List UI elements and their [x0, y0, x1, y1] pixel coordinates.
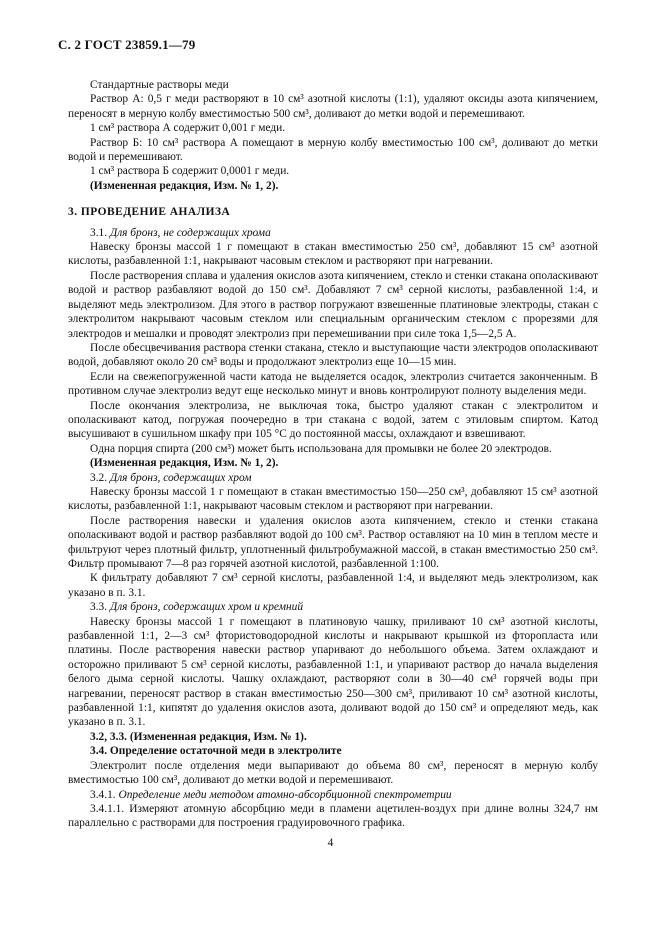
section-heading: 3. ПРОВЕДЕНИЕ АНАЛИЗА [68, 206, 231, 219]
subsection-number: 3.3. [90, 601, 108, 614]
paragraph: Раствор Б: 10 см³ раствора А помещают в мерную колбу вместимостью 100 см³, доливают до метки водой и перемешивают. [68, 136, 598, 164]
subsection-number: 3.2. [90, 471, 108, 484]
subsection-heading [68, 788, 598, 802]
subsection-title: Для бронз, не содержащих хрома [109, 226, 271, 239]
subsection-title: Для бронз, содержащих хром [109, 471, 252, 484]
page-header: С. 2 ГОСТ 23859.1—79 [58, 37, 196, 52]
subsection-heading [68, 226, 598, 240]
paragraph: Навеску бронзы массой 1 г помещают в стакан вместимостью 150—250 см³, добавляют 15 см³ азотной кислоты, разбавленной 1:1, накрывают часовым стеклом и растворяют при нагревании. [68, 485, 598, 513]
paragraph: Если на свежепогруженной части катода не выделяется осадок, электролиз считается законченным. В противном случае электролиз ведут еще несколько минут и вновь контролируют полноту выделения меди. [68, 370, 598, 398]
paragraph: Навеску бронзы массой 1 г помещают в платиновую чашку, приливают 10 см³ азотной кислоты, разбавленной 1:1, 2—3 см³ фтористоводородной кислоты и накрывают крышкой из фторопласта или платины. После растворения навески раствор упаривают до небольшого объема. Затем охлаждают и осторожно приливают 5 см³ серной кислоты, разбавленной 1:1, и упаривают раствор до начала выделения белого дыма серной кислоты. Чашку охлаждают, растворяют соли в 30—40 см³ горячей воды при нагревании, переносят раствор в стакан вместимостью 250—300 см³, приливают 10 см³ азотной кислоты, разбавленной 1:1, кипятят до удаления окислов азота, доливают водой до 150 см³ и определяют медь, как указано в п. 3.1. [68, 615, 598, 729]
paragraph: Раствор А: 0,5 г меди растворяют в 10 см³ азотной кислоты (1:1), удаляют оксиды азота кипячением, переносят в мерную колбу вместимостью 500 см³, доливают до метки водой и перемешивают. [68, 93, 598, 120]
subsection-number: 3.1. [90, 226, 108, 239]
paragraph: 3.4.1.1. Измеряют атомную абсорбцию меди в пламени ацетилен-воздух при длине волны 324,7 нм параллельно с растворами для построения градуировочного графика. [68, 802, 598, 830]
subsection-title: Для бронз, содержащих хром и кремний [109, 601, 304, 614]
paragraph: После окончания электролиза, не выключая тока, быстро удаляют стакан с электролитом и ополаскивают катод, погружая поочередно в три стакана с водой, затем с этиловым спиртом. Катод высушивают в сушильном шкафу при 105 °С до постоянной массы, охлаждают и взвешивают. [68, 399, 598, 441]
paragraph: Стандартные растворы меди [90, 79, 229, 91]
paragraph: К фильтрату добавляют 7 см³ серной кислоты, разбавленной 1:4, и выделяют медь электролизом, как указано в п. 3.1. [68, 572, 598, 599]
paragraph: 1 см³ раствора А содержит 0,001 г меди. [90, 122, 286, 135]
subsection-heading-bold: 3.4. Определение остаточной меди в электролите [90, 745, 342, 758]
page-number: 4 [327, 837, 334, 849]
subsection-heading [68, 471, 598, 485]
paragraph: Одна порция спирта (200 см³) может быть использована для промывки не более 20 электродов. [90, 442, 552, 455]
paragraph: 1 см³ раствора Б содержит 0,0001 г меди. [90, 165, 290, 178]
paragraph: После растворения сплава и удаления окислов азота кипячением, стекло и стенки стакана ополаскивают водой и раствор разбавляют водой до 150 см³. Добавляют 7 см³ серной кислоты, разбавленной 1:4, и выделяют медь электролизом. Для этого в раствор погружают взвешенные платиновые электроды, стакан с электролитом накрывают часовым стеклом или специальным органическим стеклом с прорезями для электродов и мешалки и проводят электролиз при перемешивании при силе тока 1,5—2,5 А. [68, 269, 598, 340]
amendment-note: (Измененная редакция, Изм. № 1, 2). [90, 457, 279, 470]
paragraph: После обесцвечивания раствора стенки стакана, стекло и выступающие части электродов ополаскивают водой, добавляют около 20 см³ воды и продолжают электролиз еще 10—15 мин. [68, 341, 598, 369]
paragraph: После растворения навески и удаления окислов азота кипячением, стекло и стенки стакана ополаскивают водой и раствор разбавляют водой до 100 см³. Раствор оставляют на 10 мин в теплом месте и фильтруют через плотный фильтр, уплотненный фильтробумажной массой, в стакан вместимостью 250 см³. Фильтр промывают 7—8 раз горячей азотной кислотой, разбавленной 1:100. [68, 514, 598, 570]
document-body [68, 78, 598, 831]
paragraph: Навеску бронзы массой 1 г помещают в стакан вместимостью 250 см³, добавляют 15 см³ азотной кислоты, разбавленной 1:1, накрывают часовым стеклом и растворяют при нагревании. [68, 241, 598, 268]
amendment-note: 3.2, 3.3. (Измененная редакция, Изм. № 1). [90, 730, 307, 743]
subsection-title: Определение меди методом атомно-абсорбционной спектрометрии [118, 788, 452, 801]
subsection-heading [68, 600, 598, 614]
subsection-number: 3.4.1. [90, 788, 116, 801]
amendment-note: (Измененная редакция, Изм. № 1, 2). [90, 179, 279, 192]
paragraph: Электролит после отделения меди выпаривают до объема 80 см³, переносят в мерную колбу вместимостью 100 см³, доливают до метки водой и перемешивают. [68, 759, 598, 787]
